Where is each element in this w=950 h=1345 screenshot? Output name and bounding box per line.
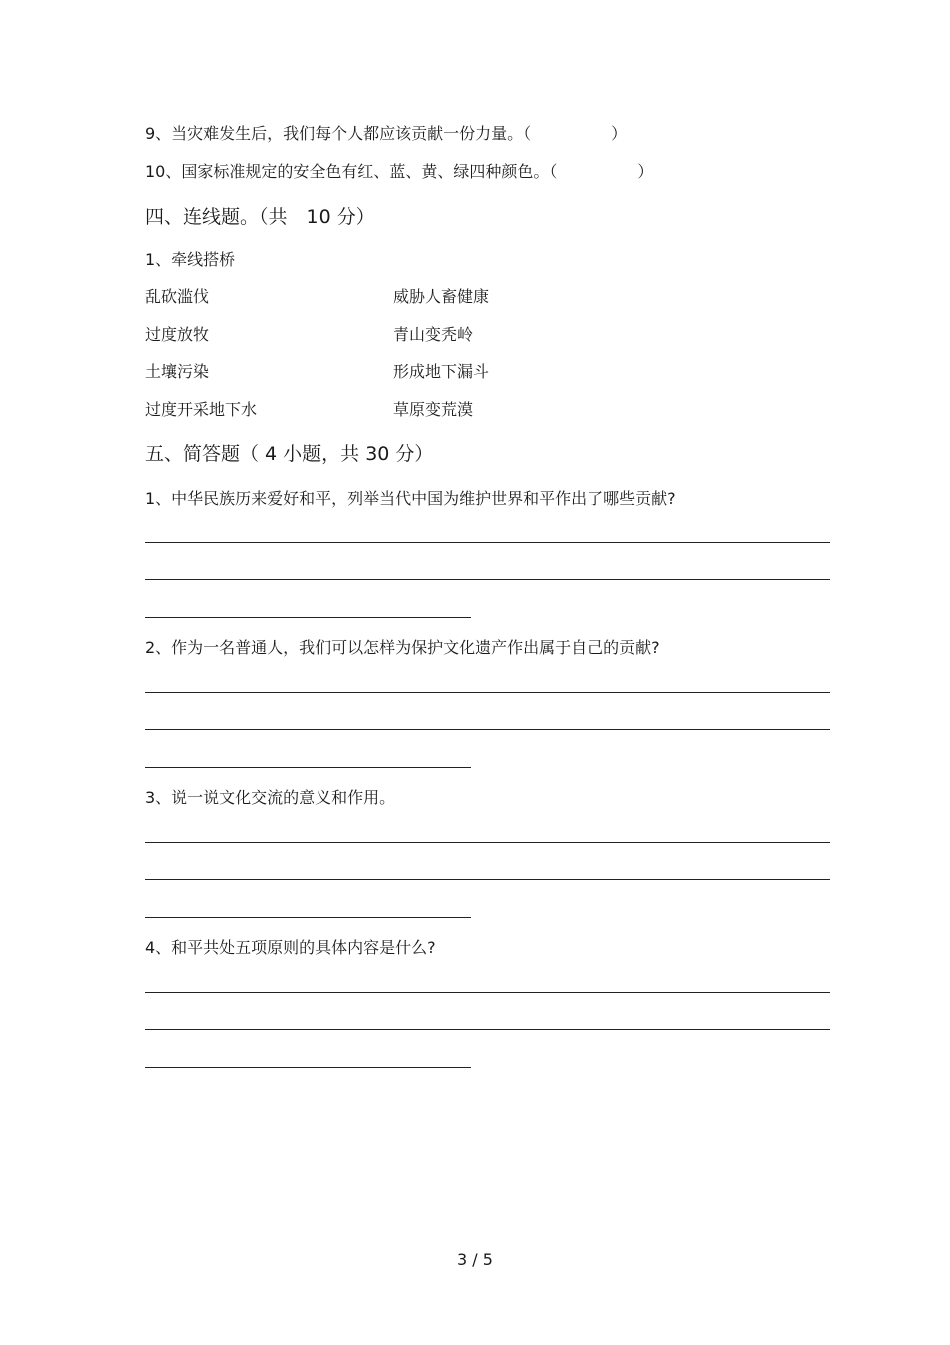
judgement-q9: 9、当灾难发生后，我们每个人都应该贡献一份力量。（ ）	[145, 124, 628, 143]
short-answer-q4: 4、和平共处五项原则的具体内容是什么?	[145, 938, 436, 957]
answer-line[interactable]	[145, 1067, 471, 1068]
answer-line[interactable]	[145, 542, 830, 543]
answer-line[interactable]	[145, 842, 830, 843]
section5-heading: 五、简答题（ 4 小题，共 30 分）	[145, 443, 434, 465]
answer-line[interactable]	[145, 1029, 830, 1030]
answer-line[interactable]	[145, 917, 471, 918]
matching-right-item: 威胁人畜健康	[393, 287, 490, 306]
answer-line[interactable]	[145, 692, 830, 693]
matching-right-item: 形成地下漏斗	[393, 362, 490, 381]
answer-line[interactable]	[145, 617, 471, 618]
page-number: 3 / 5	[457, 1250, 493, 1269]
answer-line[interactable]	[145, 879, 830, 880]
matching-right-item: 青山变秃岭	[393, 325, 474, 344]
judgement-q10: 10、国家标准规定的安全色有红、蓝、黄、绿四种颜色。（ ）	[145, 162, 654, 181]
answer-line[interactable]	[145, 992, 830, 993]
short-answer-q2: 2、作为一名普通人，我们可以怎样为保护文化遗产作出属于自己的贡献?	[145, 638, 660, 657]
short-answer-q1: 1、中华民族历来爱好和平，列举当代中国为维护世界和平作出了哪些贡献?	[145, 489, 676, 508]
answer-line[interactable]	[145, 729, 830, 730]
matching-right-item: 草原变荒漠	[393, 400, 474, 419]
matching-left-item: 过度开采地下水	[145, 400, 258, 419]
answer-line[interactable]	[145, 767, 471, 768]
matching-left-item: 乱砍滥伐	[145, 287, 210, 306]
matching-q1-title: 1、牵线搭桥	[145, 250, 236, 269]
matching-left-item: 过度放牧	[145, 325, 210, 344]
section4-heading: 四、连线题。（共 10 分）	[145, 206, 375, 228]
short-answer-q3: 3、说一说文化交流的意义和作用。	[145, 788, 396, 807]
matching-left-item: 土壤污染	[145, 362, 210, 381]
answer-line[interactable]	[145, 579, 830, 580]
